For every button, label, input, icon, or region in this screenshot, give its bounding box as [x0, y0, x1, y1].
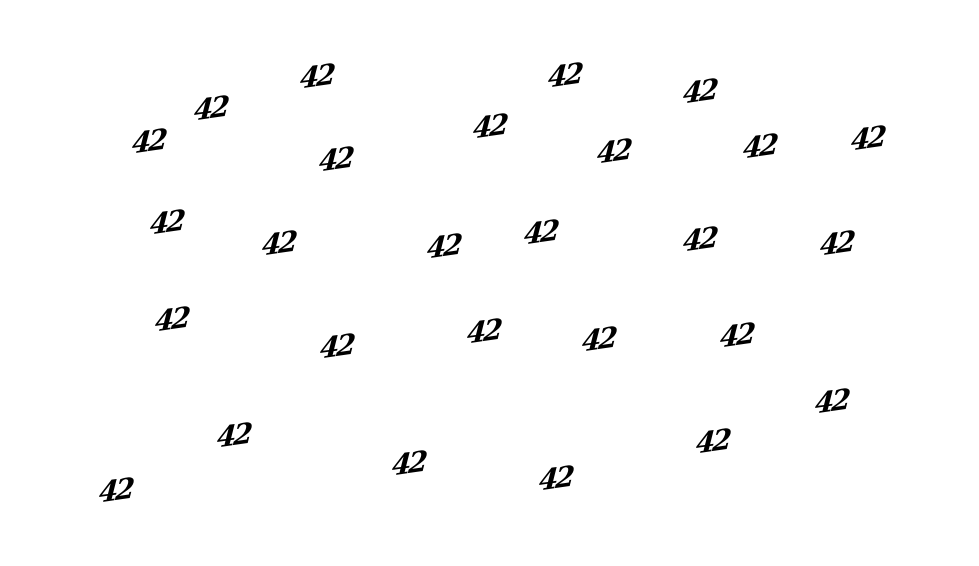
glyph-42: 42 — [391, 444, 427, 483]
glyph-42: 42 — [261, 224, 297, 263]
glyph-42: 42 — [216, 416, 252, 455]
glyph-42: 42 — [814, 382, 850, 421]
glyph-42: 42 — [538, 459, 574, 498]
glyph-42: 42 — [466, 312, 502, 351]
glyph-42: 42 — [472, 107, 508, 146]
glyph-42: 42 — [319, 327, 355, 366]
glyph-42: 42 — [682, 220, 718, 259]
glyph-42: 42 — [98, 471, 134, 510]
glyph-42: 42 — [819, 224, 855, 263]
glyph-42: 42 — [742, 127, 778, 166]
glyph-42: 42 — [523, 213, 559, 252]
glyph-42: 42 — [596, 132, 632, 171]
glyph-42: 42 — [131, 122, 167, 161]
glyph-42: 42 — [547, 56, 583, 95]
glyph-42: 42 — [850, 119, 886, 158]
glyph-42: 42 — [719, 316, 755, 355]
glyph-42: 42 — [318, 140, 354, 179]
glyph-42: 42 — [149, 203, 185, 242]
glyph-42: 42 — [695, 422, 731, 461]
glyph-42: 42 — [193, 89, 229, 128]
glyph-42: 42 — [682, 72, 718, 111]
glyph-42: 42 — [581, 320, 617, 359]
glyph-42: 42 — [299, 57, 335, 96]
glyph-42: 42 — [426, 227, 462, 266]
glyph-42: 42 — [154, 300, 190, 339]
